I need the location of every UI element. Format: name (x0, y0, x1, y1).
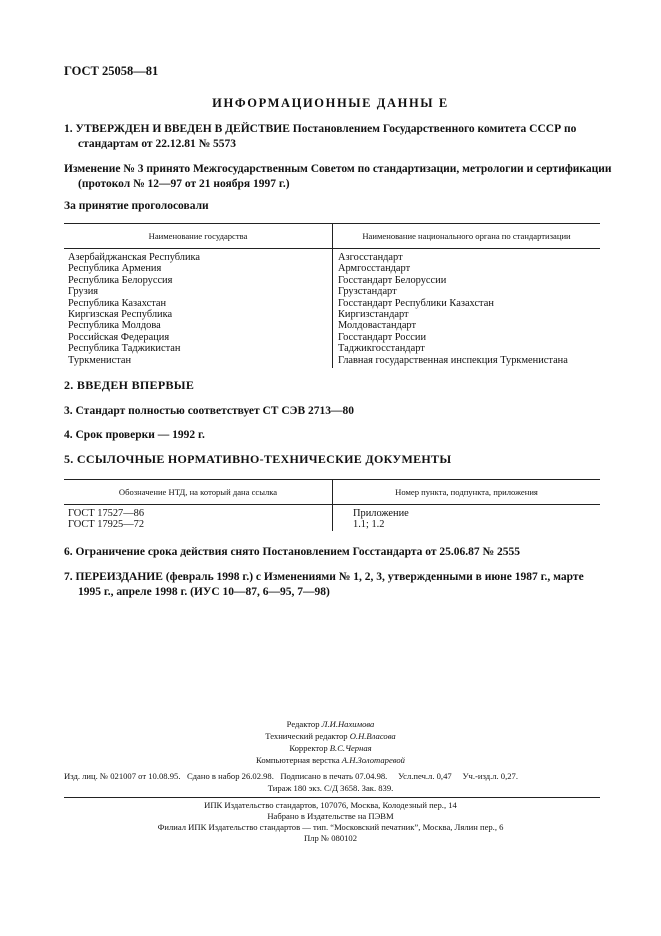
standards-body-name: Таджикгосстандарт (338, 343, 425, 355)
print-run: Тираж 180 экз. С/Д 3658. Зак. 839. (267, 783, 394, 793)
signed-for-print: Подписано в печать 07.04.98. (280, 771, 388, 781)
editorial-credits (0, 718, 661, 766)
credit-role: Корректор (289, 743, 330, 753)
credit-role: Компьютерная верстка (256, 755, 342, 765)
credit-name: В.С.Черная (329, 743, 372, 753)
item-1-line-1: 1. УТВЕРЖДЕН И ВВЕДЕН В ДЕЙСТВИЕ Постановлением Государственного комитета СССР по (64, 123, 577, 135)
states-column (68, 252, 200, 366)
state-name: Республика Молдова (68, 320, 161, 332)
standards-body-name: Молдовастандарт (338, 320, 417, 332)
standards-body-name: Госстандарт Белоруссии (338, 274, 447, 286)
standards-body-name: Грузстандарт (338, 286, 397, 298)
credit-line (0, 718, 661, 730)
amendment-line-2: (протокол № 12—97 от 21 ноября 1997 г.) (78, 178, 290, 190)
credit-name: А.Н.Золотаревой (341, 755, 405, 765)
section-title: ИНФОРМАЦИОННЫЕ ДАННЫ Е (212, 96, 449, 110)
ref-doc: ГОСТ 17527—86 (68, 508, 145, 519)
credit-role: Технический редактор (265, 731, 350, 741)
states-table-header-state: Наименование государства (148, 231, 248, 241)
item-1 (64, 122, 576, 152)
publisher-line: Плр № 080102 (303, 833, 358, 843)
amendment-line-1: Изменение № 3 принято Межгосударственным Советом по стандартизации, метрологии и сертификации (64, 163, 612, 175)
item-2: 2. ВВЕДЕН ВПЕРВЫЕ (64, 378, 195, 392)
item-7 (64, 570, 584, 600)
imprint-line-1 (64, 770, 518, 782)
state-name: Российская Федерация (68, 331, 170, 343)
license-number: Изд. лиц. № 021007 от 10.08.95. (64, 771, 181, 781)
bodies-column (338, 252, 568, 366)
states-table-header-body: Наименование национального органа по стандартизации (362, 231, 571, 241)
ref-point: 1.1; 1.2 (353, 519, 385, 531)
state-name: Республика Таджикистан (68, 343, 181, 355)
state-name: Республика Армения (68, 263, 162, 275)
item-5: 5. ССЫЛОЧНЫЕ НОРМАТИВНО-ТЕХНИЧЕСКИЕ ДОКУМЕНТЫ (64, 452, 452, 466)
item-1-line-2: стандартам от 22.12.81 № 5573 (78, 138, 237, 150)
standards-body-name: Киргизстандарт (338, 309, 409, 321)
state-name: Республика Казахстан (68, 297, 167, 309)
item-3: 3. Стандарт полностью соответствует СТ СЭВ 2713—80 (64, 405, 355, 417)
item-7-line-1: 7. ПЕРЕИЗДАНИЕ (февраль 1998 г.) с Изменениями № 1, 2, 3, утвержденными в июне 1987 г., марте (64, 571, 584, 583)
publishing-sheets: Уч.-изд.л. 0,27. (462, 771, 518, 781)
refs-points-column (353, 508, 409, 531)
credit-name: Л.И.Нахимова (321, 719, 375, 729)
voted-label: За принятие проголосовали (64, 200, 209, 212)
credit-line (0, 754, 661, 766)
state-name: Азербайджанская Республика (68, 252, 201, 263)
credit-role: Редактор (286, 719, 322, 729)
standards-body-name: Госстандарт России (338, 331, 427, 343)
states-table-column-divider (332, 223, 333, 368)
standards-body-name: Главная государственная инспекция Туркменистана (338, 354, 568, 366)
item-7-line-2: 1995 г., апреле 1998 г. (ИУС 10—87, 6—95, 7—98) (78, 586, 330, 598)
standards-body-name: Армгосстандарт (338, 263, 411, 275)
ref-doc: ГОСТ 17925—72 (68, 519, 145, 531)
state-name: Грузия (68, 286, 99, 298)
print-sheets: Усл.печ.л. 0,47 (398, 771, 452, 781)
credit-line (0, 730, 661, 742)
document-code: ГОСТ 25058—81 (64, 64, 159, 78)
refs-table-header-doc: Обозначение НТД, на который дана ссылка (118, 487, 278, 497)
ref-point: Приложение (353, 508, 409, 519)
standards-body-name: Госстандарт Республики Казахстан (338, 297, 494, 309)
publisher-line: Филиал ИПК Издательство стандартов — тип. “Московский печатник”, Москва, Лялин пер., 6 (157, 822, 504, 832)
item-6: 6. Ограничение срока действия снято Постановлением Госстандарта от 25.06.87 № 2555 (64, 546, 520, 558)
state-name: Республика Белоруссия (68, 274, 173, 286)
footer-rule (64, 797, 600, 798)
publisher-line: Набрано в Издательстве на ПЭВМ (267, 811, 394, 821)
credit-line (0, 742, 661, 754)
publisher-line: ИПК Издательство стандартов, 107076, Москва, Колодезный пер., 14 (204, 800, 457, 810)
sent-to-typeset: Сдано в набор 26.02.98. (186, 771, 274, 781)
item-4: 4. Срок проверки — 1992 г. (64, 429, 205, 441)
refs-table-header-point: Номер пункта, подпункта, приложения (395, 487, 538, 497)
standards-body-name: Азгосстандарт (338, 252, 403, 263)
credit-name: О.Н.Власова (349, 731, 396, 741)
amendment-note (64, 162, 612, 192)
state-name: Киргизская Республика (68, 309, 173, 321)
state-name: Туркменистан (68, 354, 132, 366)
refs-docs-column (68, 508, 144, 531)
publisher-info (0, 800, 661, 844)
